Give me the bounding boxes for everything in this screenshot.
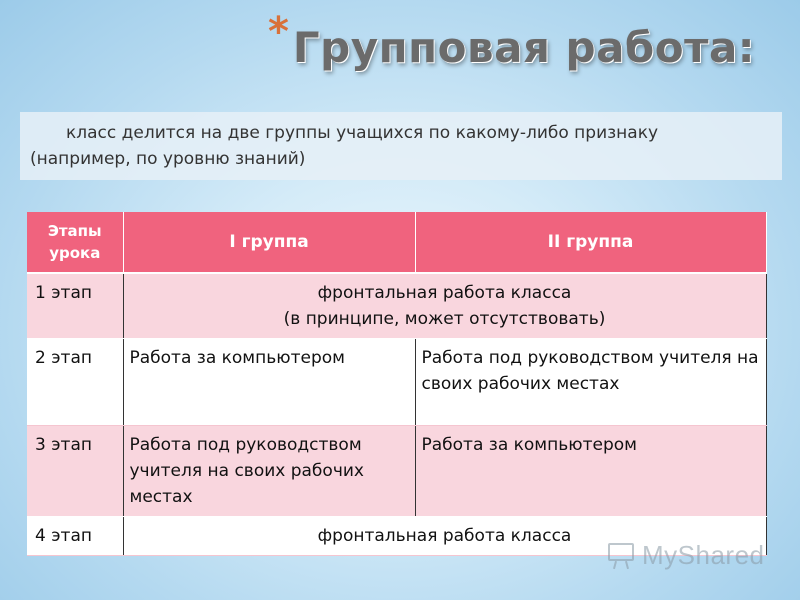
table-row (27, 273, 766, 339)
group-1-cell: Работа за компьютером (123, 339, 415, 426)
stage-cell: 1 этап (27, 273, 123, 339)
header-group-2: II группа (415, 212, 766, 273)
merged-cell: фронтальная работа класса (123, 517, 766, 556)
table-header-row (27, 212, 766, 273)
stage-cell: 3 этап (27, 426, 123, 517)
stage-cell: 2 этап (27, 339, 123, 426)
merged-cell (123, 273, 766, 339)
stage-cell: 4 этап (27, 517, 123, 556)
merged-note: (в принципе, может отсутствовать) (283, 309, 606, 329)
stages-table (27, 212, 767, 556)
group-2-cell: Работа под руководством учителя на своих рабочих местах (415, 339, 766, 426)
table-row (27, 426, 766, 517)
watermark (606, 538, 765, 572)
slide-title-wrap (268, 9, 756, 84)
group-1-cell: Работа под руководством учителя на своих рабочих местах (123, 426, 415, 517)
header-stages: Этапы урока (27, 212, 123, 273)
header-group-1: I группа (123, 212, 415, 273)
group-2-cell: Работа за компьютером (415, 426, 766, 517)
slide-title: Групповая работа: (292, 23, 756, 72)
presentation-board-icon (606, 541, 636, 569)
table-row (27, 339, 766, 426)
title-asterisk: * (268, 9, 289, 55)
watermark-text: MyShared (642, 539, 765, 570)
description-line-1: класс делится на две группы учащихся по какому-либо признаку (66, 123, 659, 143)
merged-text: фронтальная работа класса (317, 283, 572, 303)
description-line-2: (например, по уровню знаний) (30, 149, 306, 169)
description-box (20, 112, 782, 180)
